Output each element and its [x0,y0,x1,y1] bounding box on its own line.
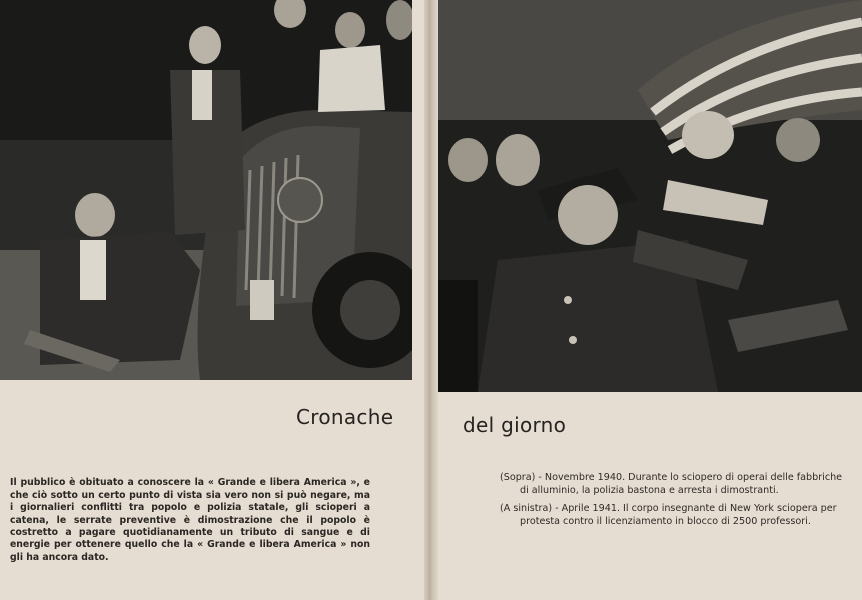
caption-top-photo: (Sopra) - Novembre 1940. Durante lo sciopero di operai delle fabbriche di alluminio, la polizia bastona e arresta i dimostranti. [500,472,843,496]
photo-captions [500,472,852,534]
body-paragraph: Il pubblico è obituato a conoscere la « Grande e libera America », e che ciò sotto un certo punto di vista sia vero non si può negare, ma i giornalieri conflitti tra popolo e polizia statale, gli scioperi a catena, le serrate preventive è dimostrazione che il popolo è costretto a pagare quotidianamente un tributo di sangue e di energie per ottenere quello che la « Grande e libera America » non gli ha ancora dato. [10,477,370,563]
headline-part-2: del giorno [463,413,567,437]
caption-left-photo: (A sinistra) - Aprile 1941. Il corpo insegnante di New York sciopera per protesta contro il licenziamento in blocco di 2500 professori. [500,503,837,527]
photo-police-arrest [438,0,862,392]
headline-part-1: Cronache [296,405,394,429]
photo-street-clash [0,0,412,380]
book-gutter [424,0,438,600]
